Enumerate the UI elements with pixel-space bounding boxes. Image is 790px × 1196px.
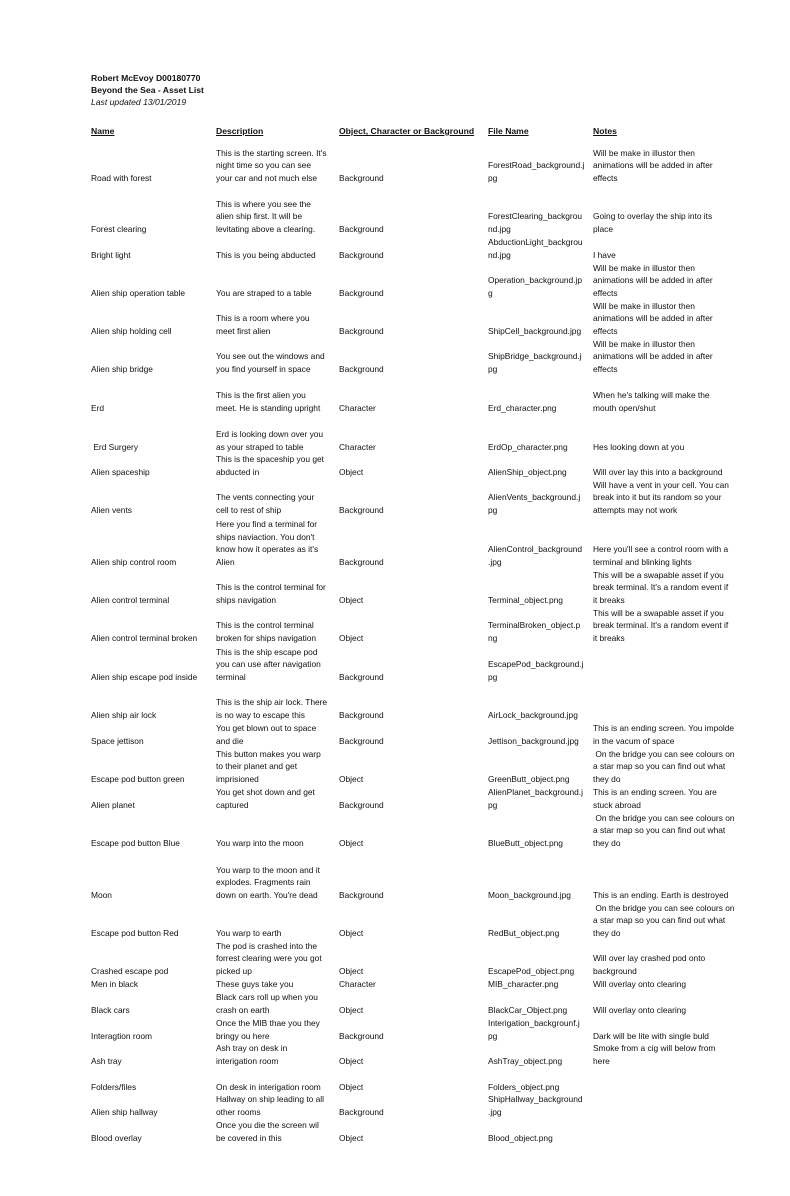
document-title: Beyond the Sea - Asset List <box>91 85 204 95</box>
column-header-notes: Notes <box>593 126 617 136</box>
asset-name: Blood overlay <box>91 1133 142 1144</box>
asset-description: On desk in interigation room <box>216 1082 321 1093</box>
asset-file-name: RedBut_object.png <box>488 928 560 939</box>
asset-name: Interagtion room <box>91 1031 152 1042</box>
asset-notes: When he's talking will make the mouth open/shut <box>593 390 710 414</box>
asset-name: Forest clearing <box>91 224 147 235</box>
asset-name: Alien control terminal broken <box>91 633 198 644</box>
asset-type: Background <box>339 710 384 721</box>
asset-type: Background <box>339 1031 384 1042</box>
asset-name: Alien spaceship <box>91 467 150 478</box>
asset-type: Background <box>339 890 384 901</box>
column-header-type: Object, Character or Background <box>339 126 475 136</box>
last-updated: Last updated 13/01/2019 <box>91 97 187 107</box>
asset-description: Here you find a terminal for ships naviaction. You don't know how it operates as it's Alien <box>216 518 319 568</box>
asset-description: This is the first alien you meet. He is standing upright <box>216 390 321 414</box>
asset-notes: Will have a vent in your cell. You can break into it but its random so your attempts may not work <box>593 479 729 516</box>
asset-type: Object <box>339 1133 364 1144</box>
asset-file-name: ShipHallway_background .jpg <box>488 1094 583 1118</box>
asset-file-name: Interigation_backgrounf.j pg <box>488 1018 580 1042</box>
asset-file-name: ShipCell_background.jpg <box>488 326 582 337</box>
asset-name: Moon <box>91 890 112 901</box>
asset-type: Background <box>339 672 384 683</box>
asset-description: Erd is looking down over you as your straped to table <box>216 429 324 453</box>
asset-file-name: AlienShip_object.png <box>488 467 567 478</box>
asset-notes: Will be make in illustor then animations will be added in after effects <box>593 338 713 375</box>
asset-file-name: AshTray_object.png <box>488 1056 563 1067</box>
asset-description: You warp into the moon <box>216 838 304 849</box>
asset-description: Black cars roll up when you crash on earth <box>216 992 318 1016</box>
asset-name: Crashed escape pod <box>91 966 169 977</box>
asset-type: Character <box>339 403 376 414</box>
asset-description: These guys take you <box>216 979 294 990</box>
asset-file-name: Terminal_object.png <box>488 595 563 606</box>
asset-file-name: Operation_background.jp g <box>488 275 583 299</box>
asset-description: This button makes you warp to their planet and get imprisioned <box>216 748 321 785</box>
asset-type: Background <box>339 173 384 184</box>
asset-file-name: Moon_background.jpg <box>488 890 571 901</box>
asset-description: You see out the windows and you find yourself in space <box>216 351 325 375</box>
asset-description: The pod is crashed into the forrest clearing were you got picked up <box>216 940 322 977</box>
asset-name: Alien ship control room <box>91 557 177 568</box>
asset-file-name: Folders_object.png <box>488 1082 560 1093</box>
asset-notes: On the bridge you can see colours on a star map so you can find out what they do <box>593 748 735 785</box>
asset-notes: Going to overlay the ship into its place <box>593 211 713 235</box>
asset-type: Background <box>339 800 384 811</box>
asset-notes: Will be make in illustor then animations will be added in after effects <box>593 147 713 184</box>
asset-name: Bright light <box>91 250 131 261</box>
asset-type: Background <box>339 224 384 235</box>
asset-type: Character <box>339 442 376 453</box>
asset-name: Road with forest <box>91 173 152 184</box>
asset-name: Alien ship escape pod inside <box>91 672 198 683</box>
asset-description: You get blown out to space and die <box>216 723 317 747</box>
asset-name: Alien ship holding cell <box>91 326 172 337</box>
asset-file-name: MIB_character.png <box>488 979 559 990</box>
asset-description: This is the control terminal broken for ships navigation <box>216 620 317 644</box>
asset-notes: Will over lay this into a background <box>593 467 723 478</box>
asset-notes: Smoke from a cig will below from here <box>593 1043 716 1067</box>
asset-name: Erd Surgery <box>91 442 139 453</box>
asset-notes: Will be make in illustor then animations will be added in after effects <box>593 262 713 299</box>
asset-description: This is the spaceship you get abducted in <box>216 454 325 478</box>
asset-file-name: Blood_object.png <box>488 1133 553 1144</box>
asset-file-name: AlienControl_background .jpg <box>488 544 583 568</box>
asset-type: Background <box>339 250 384 261</box>
asset-type: Object <box>339 838 364 849</box>
asset-description: Once the MIB thae you they bringy ou here <box>216 1018 320 1042</box>
asset-description: Hallway on ship leading to all other rooms <box>216 1094 325 1118</box>
asset-type: Object <box>339 1056 364 1067</box>
asset-type: Background <box>339 364 384 375</box>
asset-name: Men in black <box>91 979 139 990</box>
asset-notes: This will be a swapable asset if you break terminal. It's a random event if it breaks <box>593 569 729 606</box>
asset-name: Alien planet <box>91 800 135 811</box>
column-header-file: File Name <box>488 126 529 136</box>
asset-name: Space jettison <box>91 736 144 747</box>
asset-type: Object <box>339 966 364 977</box>
asset-file-name: EscapePod_object.png <box>488 966 575 977</box>
asset-file-name: AirLock_background.jpg <box>488 710 578 721</box>
asset-file-name: ShipBridge_background.j pg <box>488 351 582 375</box>
asset-type: Background <box>339 736 384 747</box>
asset-description: You get shot down and get captured <box>216 787 315 811</box>
asset-file-name: BlackCar_Object.png <box>488 1005 568 1016</box>
asset-name: Alien ship bridge <box>91 364 153 375</box>
asset-name: Escape pod button green <box>91 774 185 785</box>
asset-notes: Will over lay crashed pod onto background <box>593 953 706 977</box>
asset-name: Escape pod button Red <box>91 928 179 939</box>
asset-notes: This will be a swapable asset if you break terminal. It's a random event if it breaks <box>593 607 729 644</box>
asset-notes: This is an ending. Earth is destroyed <box>593 890 729 901</box>
asset-file-name: Erd_character.png <box>488 403 557 414</box>
asset-file-name: Jettison_background.jpg <box>488 736 579 747</box>
asset-file-name: AbductionLight_backgrou nd.jpg <box>488 237 583 261</box>
asset-notes: Here you'll see a control room with a terminal and blinking lights <box>593 544 729 568</box>
asset-file-name: ErdOp_character.png <box>488 442 568 453</box>
asset-name: Alien ship operation table <box>91 288 186 299</box>
column-header-name: Name <box>91 126 115 136</box>
asset-type: Object <box>339 633 364 644</box>
asset-file-name: AlienPlanet_background.j pg <box>488 787 583 811</box>
asset-type: Object <box>339 595 364 606</box>
asset-type: Background <box>339 505 384 516</box>
asset-name: Black cars <box>91 1005 130 1016</box>
asset-notes: I have <box>593 250 616 261</box>
asset-notes: This is an ending screen. You are stuck abroad <box>593 787 717 811</box>
asset-notes: Will overlay onto clearing <box>593 979 687 990</box>
asset-description: You are straped to a table <box>216 288 312 299</box>
asset-notes: This is an ending screen. You impolde in the vacum of space <box>593 723 735 747</box>
asset-name: Ash tray <box>91 1056 122 1067</box>
asset-description: This is the starting screen. It's night time so you can see your car and not much else <box>216 147 327 184</box>
asset-file-name: AlienVents_background.j pg <box>488 492 581 516</box>
asset-description: This is the control terminal for ships navigation <box>216 582 326 606</box>
asset-notes: On the bridge you can see colours on a star map so you can find out what they do <box>593 902 735 939</box>
asset-description: Once you die the screen wil be covered in this <box>216 1120 319 1144</box>
asset-type: Background <box>339 557 384 568</box>
asset-name: Erd <box>91 403 105 414</box>
asset-file-name: BlueButt_object.png <box>488 838 563 849</box>
asset-description: This is a room where you meet first alien <box>216 313 310 337</box>
asset-description: The vents connecting your cell to rest of ship <box>216 492 315 516</box>
asset-notes: Hes looking down at you <box>593 442 685 453</box>
asset-type: Background <box>339 326 384 337</box>
asset-name: Alien control terminal <box>91 595 170 606</box>
asset-notes: Will overlay onto clearing <box>593 1005 687 1016</box>
asset-description: This is the ship escape pod you can use after navigation terminal <box>216 646 321 683</box>
asset-name: Escape pod button Blue <box>91 838 180 849</box>
column-header-description: Description <box>216 126 264 136</box>
asset-name: Folders/files <box>91 1082 137 1093</box>
asset-type: Object <box>339 467 364 478</box>
asset-name: Alien ship hallway <box>91 1107 158 1118</box>
asset-description: This is you being abducted <box>216 250 316 261</box>
asset-description: You warp to earth <box>216 928 282 939</box>
asset-description: You warp to the moon and it explodes. Fragments rain down on earth. You're dead <box>216 864 320 901</box>
asset-description: Ash tray on desk in interigation room <box>216 1043 288 1067</box>
asset-file-name: TerminalBroken_object.p ng <box>488 620 581 644</box>
asset-name: Alien vents <box>91 505 132 516</box>
asset-type: Object <box>339 1082 364 1093</box>
asset-type: Background <box>339 1107 384 1118</box>
asset-type: Object <box>339 928 364 939</box>
asset-description: This is where you see the alien ship first. It will be levitating above a clearing. <box>216 198 316 235</box>
asset-description: This is the ship air lock. There is no way to escape this <box>216 697 328 721</box>
asset-file-name: GreenButt_object.png <box>488 774 570 785</box>
asset-notes: Will be make in illustor then animations will be added in after effects <box>593 300 713 337</box>
asset-type: Object <box>339 774 364 785</box>
asset-name: Alien ship air lock <box>91 710 157 721</box>
asset-file-name: EscapePod_background.j pg <box>488 659 584 683</box>
asset-file-name: ForestRoad_background.j pg <box>488 160 585 184</box>
asset-notes: On the bridge you can see colours on a star map so you can find out what they do <box>593 812 735 849</box>
author-line: Robert McEvoy D00180770 <box>91 73 201 83</box>
asset-file-name: ForestClearing_backgrou nd.jpg <box>488 211 583 235</box>
asset-notes: Dark will be lite with single buld <box>593 1031 709 1042</box>
asset-type: Object <box>339 1005 364 1016</box>
asset-type: Character <box>339 979 376 990</box>
asset-type: Background <box>339 288 384 299</box>
